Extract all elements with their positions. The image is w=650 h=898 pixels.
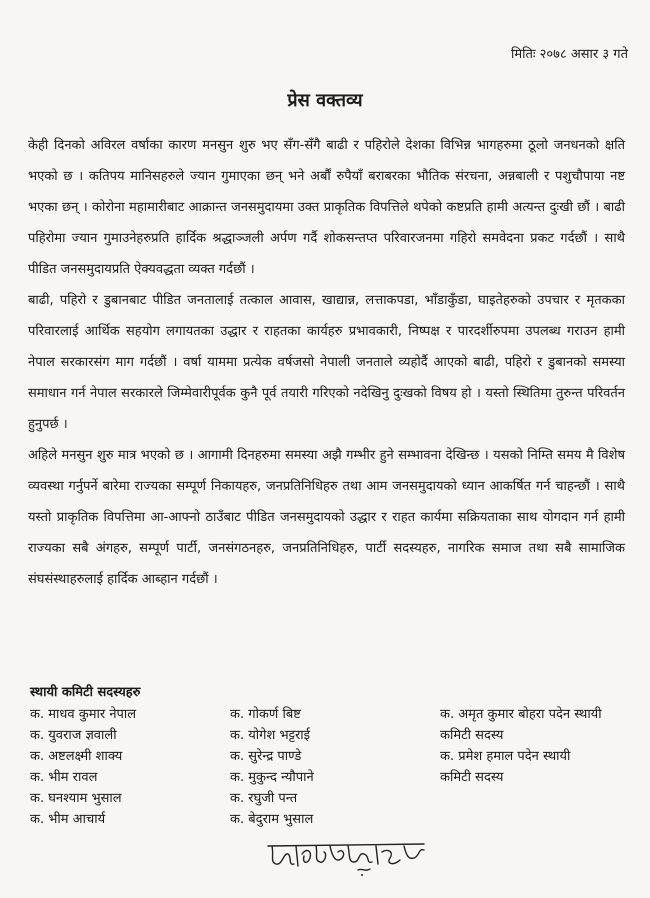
member-name: क. गोकर्ण बिष्ट: [230, 707, 301, 722]
paragraph: अहिले मनसुन शुरु मात्र भएको छ । आगामी दिनहरुमा समस्या अझै गम्भीर हुने सम्भावना देखिन्छ । यसको निम्ति समय मै विशेष व्यवस्था गर्नुपर्ने बारेमा राज्यका सम्पूर्ण निकायहरु, जनप्रतिनिधिहरु तथा आम जनसमुदायको ध्यान आकर्षित गर्न चाहन्छौं । साथै यस्तो प्राकृतिक विपत्तिमा आ-आफ्नो ठाउँबाट पीडित जनसमुदायको उद्धार र राहत कार्यमा सक्रियताका साथ योगदान गर्न हामी राज्यका सबै अंगहरु, सम्पूर्ण पार्टी, जनसंगठनहरु, जनप्रतिनिधिहरु, पार्टी सदस्यहरु, नागरिक समाज तथा सबै सामाजिक संघसंस्थाहरुलाई हार्दिक आब्हान गर्दछौं ।: [28, 448, 625, 587]
member-name: क. युवराज ज्ञवाली: [30, 728, 117, 743]
member-name: क. योगेश भट्टराई: [230, 728, 311, 743]
member-name: क. मुकुन्द न्यौपाने: [230, 770, 314, 785]
member-name: क. अमृत कुमार बोहरा पदेन स्थायी: [440, 707, 602, 722]
member-name: क. अष्टलक्ष्मी शाक्य: [30, 749, 123, 764]
members-column-1: [30, 704, 230, 830]
member-name: क. रघुजी पन्त: [230, 791, 298, 806]
signature: [262, 838, 432, 878]
members-column-3: [440, 704, 650, 788]
paragraph: बाढी, पहिरो र डुबानबाट पीडित जनतालाई तत्काल आवास, खाद्यान्न, लत्ताकपडा, भाँडाकुँडा, घाइतेहरुको उपचार र मृतकका परिवारलाई आर्थिक सहयोग लगायतका उद्धार र राहतका कार्यहरु प्रभावकारी, निष्पक्ष र पारदर्शीरुपमा उपलब्ध गराउन हामी नेपाल सरकारसंग माग गर्दछौं । वर्षा याममा प्रत्येक वर्षजसो नेपाली जनताले व्यहोर्दै आएको बाढी, पहिरो र डुबानको समस्या समाधान गर्न नेपाल सरकारले जिम्मेवारीपूर्वक कुनै पूर्व तयारी गरिएको नदेखिनु दुःखको विषय हो । यस्तो स्थितिमा तुरुन्त परिवर्तन हुनुपर्छ ।: [28, 293, 625, 432]
member-name: क. बेदुराम भुसाल: [230, 812, 314, 827]
member-name: क. प्रमेश हमाल पदेन स्थायी: [440, 749, 571, 764]
member-name: कमिटी सदस्य: [440, 728, 504, 743]
member-name: कमिटी सदस्य: [440, 770, 504, 785]
member-name: क. घनश्याम भुसाल: [30, 791, 122, 806]
member-name: क. भीम आचार्य: [30, 812, 106, 827]
page-title: प्रेस वक्तव्य: [287, 90, 363, 111]
handwritten-signature-icon: [262, 838, 432, 878]
date-line: मितिः २०७८ असार ३ गते: [510, 47, 628, 62]
member-name: क. भीम रावल: [30, 770, 98, 785]
committee-title: स्थायी कमिटी सदस्यहरु: [30, 685, 141, 700]
member-name: क. सुरेन्द्र पाण्डे: [230, 749, 302, 764]
paragraph: केही दिनको अविरल वर्षाका कारण मनसुन शुरु भए सँग-सँगै बाढी र पहिरोले देशका विभिन्न भागहरुमा ठूलो जनधनको क्षति भएको छ । कतिपय मानिसहरुले ज्यान गुमाएका छन् भने अर्बौं रुपैयाँ बराबरका भौतिक संरचना, अन्नबाली र पशुचौपाया नष्ट भएका छन् । कोरोना महामारीबाट आक्रान्त जनसमुदायमा उक्त प्राकृतिक विपत्तिले थपेको कष्टप्रति हामी अत्यन्त दुःखी छौं । बाढी पहिरोमा ज्यान गुमाउनेहरुप्रति हार्दिक श्रद्धाञ्जली अर्पण गर्दै शोकसन्तप्त परिवारजनमा गहिरो समवेदना प्रकट गर्दछौं । साथै पीडित जनसमुदायप्रति ऐक्यवद्धता व्यक्त गर्दछौं ।: [28, 138, 625, 277]
statement-body: [28, 130, 625, 595]
members-column-2: [230, 704, 440, 830]
member-name: क. माधव कुमार नेपाल: [30, 707, 137, 722]
